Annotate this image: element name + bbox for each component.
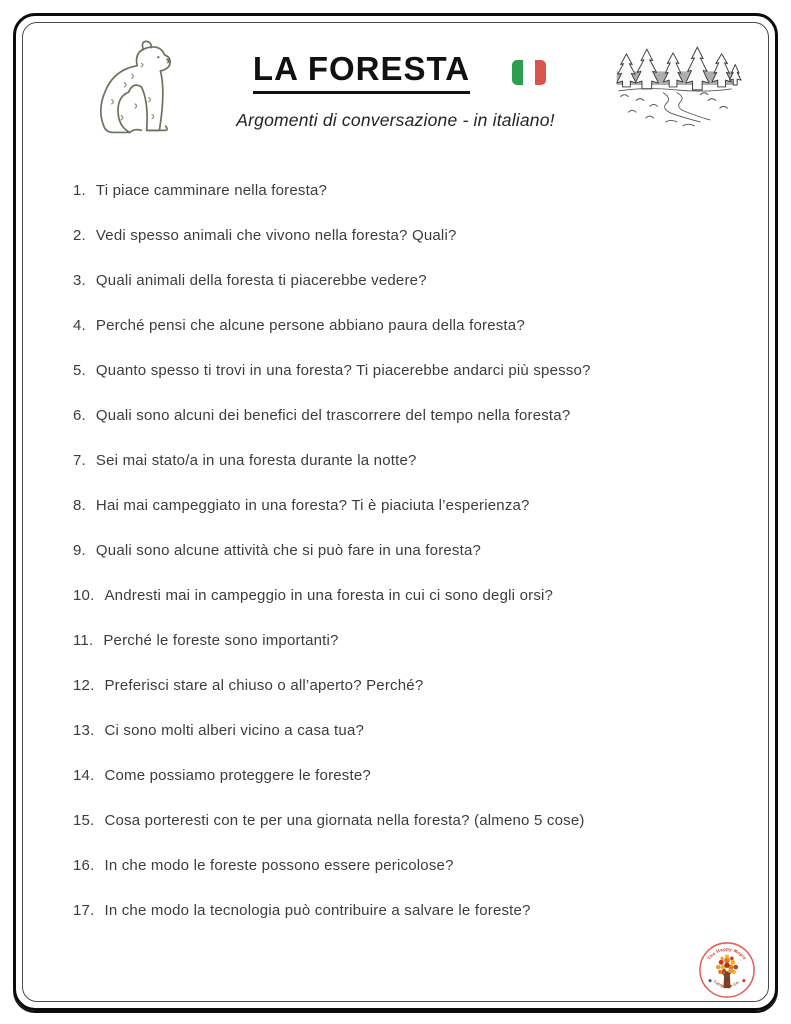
question-text: Andresti mai in campeggio in una foresta in cui ci sono degli orsi?	[104, 587, 554, 604]
question-text: Perché le foreste sono importanti?	[103, 632, 339, 649]
page-subtitle: Argomenti di conversazione - in italiano!	[236, 109, 555, 130]
logo-bottom-text: Language Co.	[713, 979, 741, 989]
question-number: 2.	[73, 227, 86, 244]
question-number: 16.	[73, 857, 95, 874]
question-item	[73, 181, 753, 200]
logo-top-text: The Happy Maple	[706, 946, 748, 961]
question-item	[73, 451, 753, 470]
question-number: 6.	[73, 407, 86, 424]
question-text: Perché pensi che alcune persone abbiano paura della foresta?	[95, 317, 525, 334]
question-item	[73, 361, 753, 380]
header	[0, 52, 791, 131]
flag-stripe-white	[523, 60, 534, 85]
questions-list	[73, 181, 753, 946]
question-item	[73, 901, 753, 920]
question-number: 11.	[73, 632, 94, 649]
italian-flag-icon	[512, 60, 546, 85]
question-number: 9.	[73, 542, 86, 559]
question-item	[73, 226, 753, 245]
question-number: 14.	[73, 767, 95, 784]
question-number: 4.	[73, 317, 86, 334]
question-item	[73, 496, 753, 515]
question-text: Quali animali della foresta ti piacerebbe vedere?	[95, 272, 427, 289]
question-text: Ti piace camminare nella foresta?	[95, 182, 328, 199]
question-text: Quali sono alcune attività che si può fare in una foresta?	[95, 542, 482, 559]
question-number: 1.	[73, 182, 86, 199]
question-text: Sei mai stato/a in una foresta durante la notte?	[95, 452, 417, 469]
question-number: 8.	[73, 497, 86, 514]
question-item	[73, 271, 753, 290]
question-item	[73, 856, 753, 875]
question-number: 10.	[73, 587, 95, 604]
question-number: 13.	[73, 722, 95, 739]
question-item	[73, 811, 753, 830]
brand-logo	[698, 941, 756, 999]
question-text: Quali sono alcuni dei benefici del trascorrere del tempo nella foresta?	[95, 407, 571, 424]
question-item	[73, 631, 753, 650]
question-text: Hai mai campeggiato in una foresta? Ti è piaciuta l’esperienza?	[95, 497, 530, 514]
page-title: LA FORESTA	[253, 52, 470, 94]
question-number: 15.	[73, 812, 95, 829]
question-text: Vedi spesso animali che vivono nella foresta? Quali?	[95, 227, 457, 244]
question-text: Cosa porteresti con te per una giornata nella foresta? (almeno 5 cose)	[104, 812, 585, 829]
question-text: In che modo le foreste possono essere pericolose?	[104, 857, 454, 874]
question-number: 17.	[73, 902, 95, 919]
question-number: 12.	[73, 677, 95, 694]
question-number: 5.	[73, 362, 86, 379]
flag-stripe-red	[535, 60, 546, 85]
question-text: Ci sono molti alberi vicino a casa tua?	[104, 722, 365, 739]
flag-stripe-green	[512, 60, 523, 85]
question-text: Quanto spesso ti trovi in una foresta? Ti piacerebbe andarci più spesso?	[95, 362, 591, 379]
question-text: Come possiamo proteggere le foreste?	[104, 767, 371, 784]
question-item	[73, 406, 753, 425]
question-item	[73, 721, 753, 740]
question-number: 7.	[73, 452, 86, 469]
question-item	[73, 586, 753, 605]
question-text: In che modo la tecnologia può contribuire a salvare le foreste?	[104, 902, 531, 919]
question-item	[73, 316, 753, 335]
question-text: Preferisci stare al chiuso o all’aperto? Perché?	[104, 677, 424, 694]
question-item	[73, 766, 753, 785]
title-row	[253, 52, 546, 94]
question-item	[73, 541, 753, 560]
question-item	[73, 676, 753, 695]
question-number: 3.	[73, 272, 86, 289]
